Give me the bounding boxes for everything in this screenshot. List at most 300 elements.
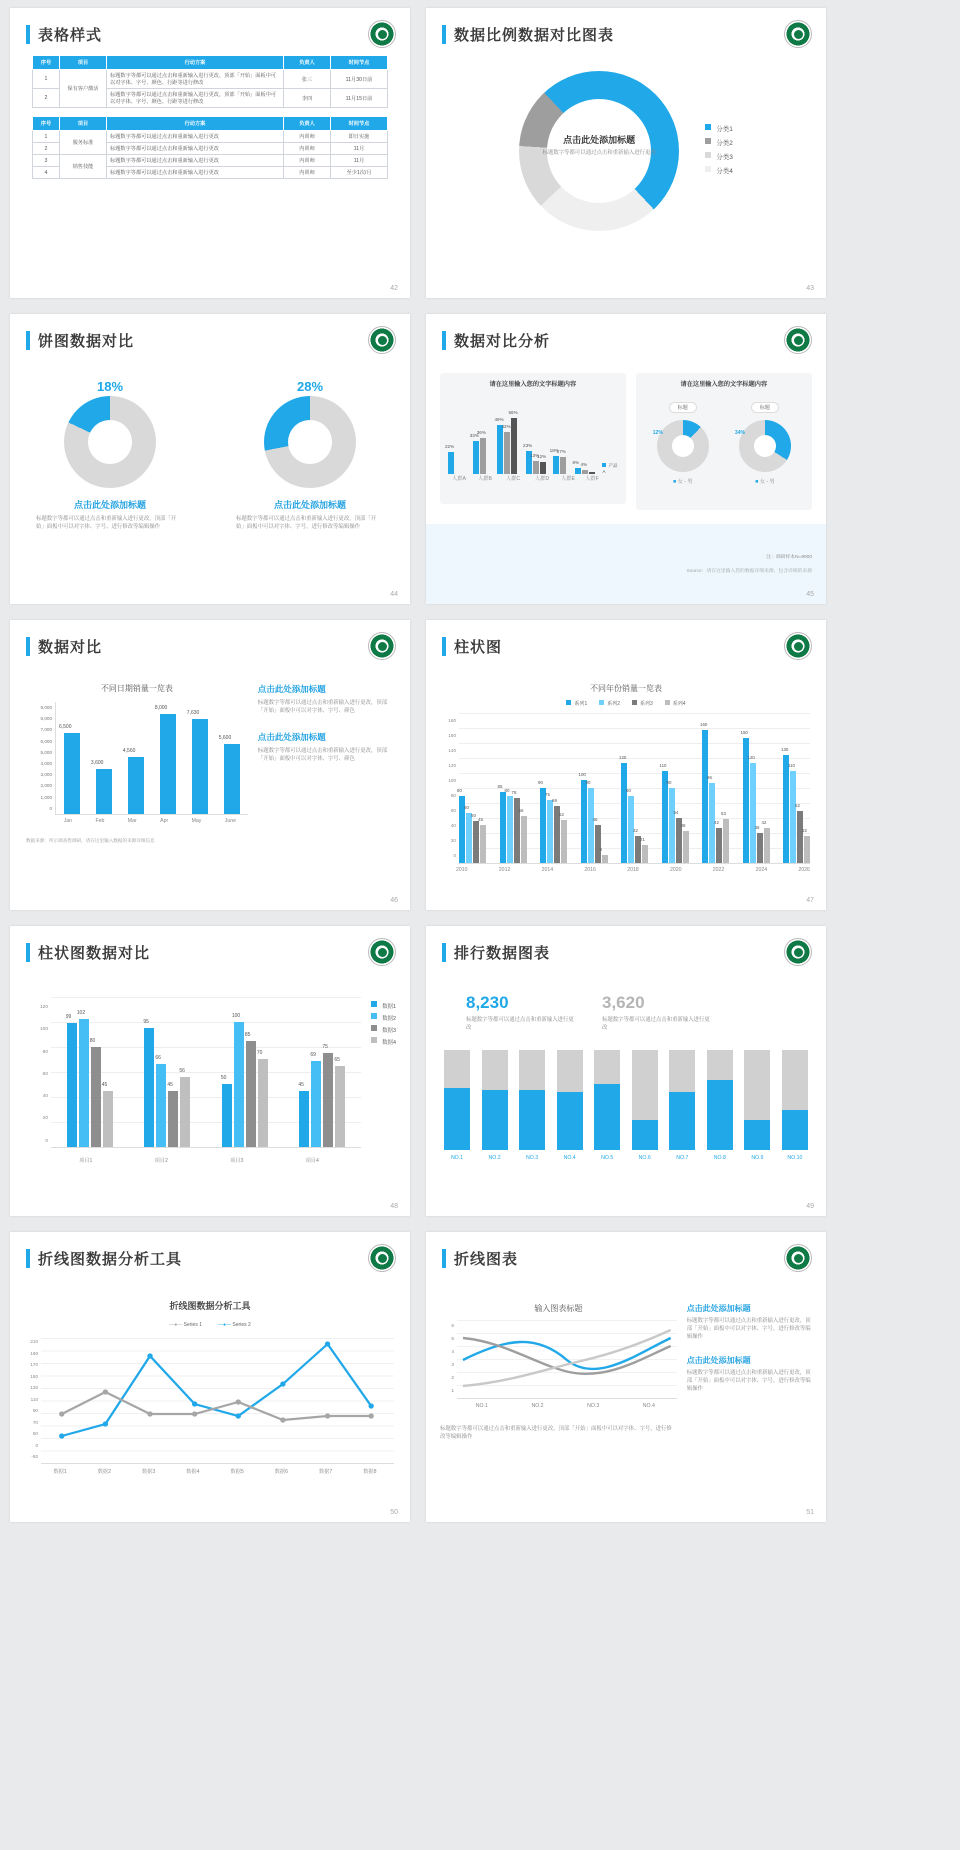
bar <box>58 724 80 814</box>
x-tick: June <box>224 818 237 824</box>
legend-item <box>705 137 733 151</box>
bar-track <box>557 1050 583 1150</box>
bar <box>90 760 112 814</box>
y-tick: 40 <box>42 1094 48 1100</box>
slide-header <box>10 926 410 963</box>
bar-label: 5,600 <box>218 735 232 741</box>
x-tick: NO.3 <box>526 1155 539 1161</box>
pie-body-right: 标题数字等都可以通过点击和重新输入进行更改，顶部「开始」面板中可以对字体、字号，进行修改等编辑操作 <box>236 516 377 530</box>
th: 序号 <box>33 56 60 70</box>
x-tick: 人群A <box>452 476 466 482</box>
cell-project: 保有客户激活 <box>60 70 107 108</box>
bar-fill <box>669 1092 695 1150</box>
cell-owner: 内训师 <box>284 167 331 179</box>
x-tick: 项目4 <box>305 1158 319 1165</box>
slide-table-styles <box>10 8 410 298</box>
bar-group: 120 80 32 21 <box>621 763 648 863</box>
slide-column-compare <box>10 926 410 1216</box>
bar-track <box>669 1050 695 1150</box>
bar-chart <box>26 702 248 815</box>
x-tick: NO.8 <box>713 1155 726 1161</box>
x-tick: 2016 <box>584 867 596 873</box>
title-accent-bar <box>442 637 446 656</box>
legend-label: 数据2 <box>382 1016 396 1022</box>
cell-index: 1 <box>33 131 60 143</box>
y-tick: 8,000 <box>40 716 52 722</box>
y-tick: 0 <box>45 1138 48 1144</box>
table-row <box>33 70 388 89</box>
bar: 33% <box>473 441 479 474</box>
th: 项目 <box>60 117 107 131</box>
legend-label: 分类3 <box>716 154 733 161</box>
bar <box>186 710 208 814</box>
bar-label: 7,630 <box>186 710 200 716</box>
bar-plot <box>446 394 620 474</box>
bar-group: 45 69 75 65 <box>299 1053 345 1147</box>
legend <box>705 123 733 179</box>
skoda-logo-icon <box>368 938 396 966</box>
y-axis <box>20 1336 41 1464</box>
title-accent-bar <box>26 637 30 656</box>
y-tick: 40 <box>450 823 456 828</box>
panels-row <box>426 351 826 510</box>
y-tick: 100 <box>39 1027 48 1033</box>
y-tick: 7,000 <box>40 727 52 733</box>
table-1-wrapper <box>10 45 410 108</box>
x-axis <box>454 1403 677 1409</box>
donut-chart <box>519 71 679 231</box>
donut-value: 34% <box>734 430 745 436</box>
donut-center-subtitle: 标题数字等都可以通过点击和重新输入进行更改 <box>542 150 656 156</box>
legend-item <box>705 165 733 179</box>
bar: 18% <box>553 456 559 474</box>
title-accent-bar <box>26 25 30 44</box>
skoda-logo-icon <box>784 1244 812 1272</box>
legend-item <box>705 151 733 165</box>
th: 序号 <box>33 117 60 131</box>
y-tick: 80 <box>42 1049 48 1055</box>
bar <box>218 735 240 814</box>
bar-group: 130 110 62 32 <box>783 755 810 863</box>
table-row <box>33 131 388 143</box>
bar-group: 99 102 80 45 <box>67 1019 113 1147</box>
plot-area <box>55 702 248 815</box>
body-2: 标题数字等都可以通过点击和重新输入进行更改，顶部「开始」面板中可以对字体、字号、颜色 <box>257 748 388 762</box>
heading-1: 点击此处添加标题 <box>686 1304 751 1313</box>
line-series-svg <box>457 1320 677 1398</box>
bar-group: 150 120 36 42 <box>743 738 770 863</box>
cell-deadline: 至少1次/月 <box>331 167 388 179</box>
legend-label: 系列2 <box>607 701 620 707</box>
chart-block <box>26 683 248 844</box>
page-title: 折线图数据分析工具 <box>38 1251 183 1268</box>
y-tick: 60 <box>42 1071 48 1077</box>
pie-block-left <box>30 379 190 531</box>
donut-chart-area <box>426 71 826 231</box>
x-tick: 2020 <box>669 867 682 873</box>
skoda-logo-icon <box>368 326 396 354</box>
x-tick: 2026 <box>798 867 810 873</box>
series-2-points <box>59 1389 374 1422</box>
y-tick: 20 <box>450 838 456 843</box>
legend-item: —●— Series 1 <box>169 1322 202 1328</box>
body-2: 标题数字等都可以通过点击和重新输入进行更改，顶部「开始」面板中可以对字体、字号，进行修改等编辑操作 <box>686 1370 811 1392</box>
x-axis <box>48 1157 350 1164</box>
bar: 12% <box>540 462 546 474</box>
title-accent-bar <box>26 331 30 350</box>
heading-2: 点击此处添加标题 <box>686 1356 751 1365</box>
title-accent-bar <box>442 1249 446 1268</box>
y-tick: 170 <box>30 1362 38 1367</box>
y-tick: 120 <box>39 1005 48 1010</box>
table-row-header <box>33 56 388 70</box>
bar-label: 6,500 <box>58 724 72 730</box>
y-tick: 160 <box>448 733 456 738</box>
series-3-line <box>463 1330 671 1386</box>
bar-group: 85 80 78 56 <box>500 792 527 863</box>
footer-note: 标题数字等都可以通过点击和重新输入进行更改，顶部「开始」面板中可以对字体、字号，进行修改等编辑操作 <box>440 1426 672 1440</box>
bar: 17% <box>560 457 566 474</box>
axis-text: 女 - 男 <box>677 479 693 485</box>
y-tick: 1,000 <box>40 794 52 800</box>
y-tick: 180 <box>448 718 456 723</box>
x-axis <box>426 1150 826 1161</box>
x-tick: Mar <box>127 818 137 824</box>
title-accent-bar <box>26 943 30 962</box>
x-tick: 数据5 <box>230 1469 244 1475</box>
panel-title: 请在这里输入您的文字标题内容 <box>680 381 768 388</box>
stat-value: 8,230 <box>466 993 509 1012</box>
cell-deadline: 11月30日前 <box>331 70 388 89</box>
x-tick: 数据4 <box>186 1469 200 1475</box>
bar-fill <box>557 1092 583 1150</box>
bar-group <box>572 460 598 474</box>
bar-group: 95 66 45 56 <box>144 1028 190 1147</box>
x-tick: 数据6 <box>274 1469 288 1475</box>
x-tick: 2012 <box>498 867 511 873</box>
cell-index: 4 <box>33 167 60 179</box>
x-tick: 项目1 <box>79 1158 93 1165</box>
axis-label: ■ 女 - 男 <box>672 479 693 485</box>
x-tick: NO.4 <box>642 1403 655 1409</box>
donut-chart <box>734 420 791 472</box>
y-tick: 150 <box>30 1373 38 1379</box>
skoda-logo-icon <box>368 1244 396 1272</box>
pie-value-right: 28% <box>296 379 324 394</box>
source-note: Source：请在这里输入您的数据详细来源，包含详细的来源 <box>686 569 812 574</box>
stat-block-2 <box>602 993 712 1032</box>
slide-ratio-donut <box>426 8 826 298</box>
x-tick: 人群F <box>585 476 599 482</box>
slide-header <box>426 1232 826 1269</box>
x-tick: NO.10 <box>787 1155 803 1161</box>
x-tick: 人群C <box>505 476 521 482</box>
y-tick: 3 <box>451 1363 454 1368</box>
legend-label: 数据3 <box>382 1028 396 1034</box>
bar-group <box>494 410 526 474</box>
x-tick: 数据8 <box>363 1469 377 1475</box>
series-1-line <box>62 1344 371 1436</box>
legend-label: 系列4 <box>672 701 686 707</box>
donut-value: 12% <box>652 430 663 436</box>
legend-item <box>632 700 653 707</box>
cell-owner: 李四 <box>284 89 331 108</box>
panel-bar-chart <box>440 373 626 504</box>
th: 时间节点 <box>331 117 388 131</box>
x-tick: 人群E <box>561 476 575 482</box>
legend-label: 分类1 <box>716 126 733 133</box>
x-axis <box>52 818 248 824</box>
footer-band <box>426 524 826 604</box>
slide-data-compare <box>10 620 410 910</box>
body-1: 标题数字等都可以通过点击和重新输入进行更改，顶部「开始」面板中可以对字体、字号、颜色 <box>257 700 388 714</box>
slide-line-chart <box>426 1232 826 1522</box>
stats-row <box>426 963 826 1032</box>
chart-title: 不同年份销量一览表 <box>590 684 662 693</box>
x-axis <box>456 867 810 873</box>
page-title: 数据对比分析 <box>454 333 551 350</box>
y-axis <box>440 1320 457 1399</box>
y-tick: 70 <box>32 1419 38 1425</box>
y-axis <box>26 702 55 815</box>
y-tick: 50 <box>32 1431 38 1436</box>
table-row-header <box>33 117 388 131</box>
x-tick: 2018 <box>627 867 639 873</box>
page-title: 折线图表 <box>454 1251 519 1268</box>
legend-item <box>371 1025 396 1037</box>
legend-label: 产品A <box>602 463 618 474</box>
donut-group <box>652 396 709 485</box>
legend-item <box>705 123 733 137</box>
skoda-logo-icon <box>368 632 396 660</box>
y-tick: 3,000 <box>40 772 52 778</box>
plot-area <box>457 1320 677 1399</box>
stat-block-1 <box>466 993 576 1032</box>
slide-header <box>10 1232 410 1269</box>
x-tick: 2022 <box>712 867 725 873</box>
x-tick: NO.6 <box>638 1155 651 1161</box>
line-chart <box>440 1320 677 1399</box>
bar-label: 4,560 <box>122 748 136 754</box>
page-number: 49 <box>806 1203 814 1210</box>
source-note: 数据来源：所示调查售调研，请在这里输入数据的来源详细信息 <box>26 838 155 843</box>
line-chart <box>10 1328 410 1464</box>
footnote: 注：调研样本N=9000 <box>766 555 812 560</box>
plot-area <box>459 713 810 864</box>
page-number: 42 <box>390 285 398 292</box>
x-tick: 2014 <box>541 867 554 873</box>
table-row <box>33 155 388 167</box>
table-2 <box>32 116 388 179</box>
bar: 22% <box>448 452 454 474</box>
cell-deadline: 即日实施 <box>331 131 388 143</box>
pie-block-right <box>230 379 390 531</box>
y-tick: 5,000 <box>40 749 52 755</box>
slide-header <box>10 8 410 45</box>
x-tick: NO.7 <box>676 1155 689 1161</box>
page-number: 45 <box>806 591 814 598</box>
legend-label: 分类4 <box>716 168 733 175</box>
bar <box>122 748 144 814</box>
x-axis <box>38 1468 392 1475</box>
cell-plan: 标题数字等都可以通过点击和重新输入进行更改 <box>107 131 284 143</box>
slide-header <box>10 620 410 657</box>
skoda-logo-icon <box>784 632 812 660</box>
x-tick: 数据7 <box>318 1469 333 1475</box>
x-tick: Jan <box>63 818 73 824</box>
content-row <box>426 1269 826 1441</box>
legend-label: 数据4 <box>382 1040 396 1046</box>
chart-title: 输入图表标题 <box>534 1304 583 1313</box>
y-tick: 4,000 <box>40 761 52 767</box>
stat-label: 标题数字等都可以通过点击和重新输入进行更改 <box>602 1017 710 1031</box>
x-tick: NO.4 <box>563 1155 576 1161</box>
title-accent-bar <box>26 1249 30 1268</box>
chart-title: 不同日期销量一览表 <box>100 684 173 693</box>
cell-plan: 标题数字等都可以通过点击和重新输入进行更改 <box>107 155 284 167</box>
y-tick: 0 <box>49 805 52 811</box>
y-tick: 5 <box>451 1337 454 1342</box>
y-tick: 80 <box>450 793 456 798</box>
title-accent-bar <box>442 943 446 962</box>
th: 项目 <box>60 56 107 70</box>
donut-chart-left <box>64 396 156 488</box>
slide-ranking-chart <box>426 926 826 1216</box>
bar-label: 3,600 <box>90 760 104 766</box>
bar <box>589 472 595 474</box>
donut-center-title: 点击此处添加标题 <box>563 135 636 145</box>
bar-group: 50 100 85 70 <box>222 1022 268 1147</box>
legend-item <box>602 463 619 474</box>
y-tick: 60 <box>450 808 456 813</box>
skoda-logo-icon <box>784 326 812 354</box>
skoda-logo-icon <box>368 20 396 48</box>
x-tick: NO.1 <box>475 1403 488 1409</box>
page-title: 柱状图 <box>454 639 503 656</box>
slide-column-chart <box>426 620 826 910</box>
bar-track <box>707 1050 733 1150</box>
cell-owner: 内训师 <box>284 155 331 167</box>
th: 行动方案 <box>107 117 284 131</box>
bar-group <box>549 448 576 474</box>
bar: 4% <box>582 470 588 474</box>
y-tick: 0 <box>453 853 456 858</box>
slide-compare-analysis <box>426 314 826 604</box>
bar-group: 100 90 46 9 <box>581 780 608 863</box>
slide-header <box>426 620 826 657</box>
y-tick: 2,000 <box>40 783 52 789</box>
cell-deadline: 11月 <box>331 155 388 167</box>
bar-track <box>744 1050 770 1150</box>
bar: 56% <box>511 418 517 474</box>
legend-item <box>665 700 686 707</box>
legend <box>371 997 396 1153</box>
cell-index: 1 <box>33 70 60 89</box>
legend <box>602 463 619 474</box>
cell-owner: 张三 <box>284 70 331 89</box>
cell-owner: 内训师 <box>284 131 331 143</box>
bar-track <box>594 1050 620 1150</box>
legend-label: Series 2 <box>232 1322 251 1328</box>
bar-fill <box>782 1110 808 1150</box>
x-tick: 数据1 <box>53 1469 67 1475</box>
bar: 6% <box>575 468 581 474</box>
x-tick: 人群D <box>534 476 550 482</box>
x-tick: NO.2 <box>531 1403 544 1409</box>
bar-fill <box>744 1120 770 1150</box>
y-tick: 190 <box>30 1350 38 1356</box>
bar-track <box>444 1050 470 1150</box>
cell-plan: 标题数字等都可以通过点击和重新输入进行更改 <box>107 143 284 155</box>
chart-row <box>10 963 410 1153</box>
table-2-wrapper <box>10 108 410 179</box>
x-tick: May <box>191 818 202 824</box>
page-number: 44 <box>390 591 398 598</box>
x-tick: 2010 <box>456 867 468 873</box>
y-tick: 2 <box>451 1376 454 1381</box>
slide-header <box>426 8 826 45</box>
pie-heading-left: 点击此处添加标题 <box>73 500 146 510</box>
stat-label: 标题数字等都可以通过点击和重新输入进行更改 <box>466 1017 574 1031</box>
x-tick: Apr <box>160 818 169 824</box>
y-tick: 1 <box>451 1389 454 1394</box>
x-tick: Feb <box>95 818 105 824</box>
y-tick: 20 <box>42 1116 48 1122</box>
x-tick: NO.2 <box>488 1155 501 1161</box>
page-title: 柱状图数据对比 <box>38 945 151 962</box>
bar-track <box>782 1050 808 1150</box>
y-tick: 110 <box>30 1396 38 1402</box>
y-tick: 210 <box>30 1339 38 1344</box>
y-tick: 9,000 <box>40 705 52 710</box>
skoda-logo-icon <box>784 20 812 48</box>
y-tick: -50 <box>31 1454 38 1459</box>
th: 行动方案 <box>107 56 284 70</box>
legend-label: Series 1 <box>183 1322 202 1328</box>
page-title: 表格样式 <box>38 27 103 44</box>
cell-index: 2 <box>33 143 60 155</box>
legend <box>426 700 826 707</box>
table-1 <box>32 55 388 108</box>
pie-body-left: 标题数字等都可以通过点击和重新输入进行更改，顶部「开始」面板中可以对字体、字号、进行修改等编辑操作 <box>36 516 177 530</box>
line-series-svg <box>41 1336 394 1463</box>
bar-label: 8,000 <box>154 705 168 711</box>
cell-deadline: 11月15日前 <box>331 89 388 108</box>
x-tick: 数据3 <box>141 1469 156 1475</box>
y-tick: 4 <box>451 1350 454 1355</box>
chart-block <box>440 1303 677 1441</box>
bar-group: 90 75 68 52 <box>540 788 567 863</box>
stat-value: 3,620 <box>602 993 645 1012</box>
axis-label: ■ 女 - 男 <box>755 479 775 485</box>
page-number: 51 <box>806 1509 814 1516</box>
y-tick: 130 <box>30 1385 38 1390</box>
slide-header <box>426 314 826 351</box>
bar-fill <box>632 1120 658 1150</box>
x-tick: NO.5 <box>601 1155 614 1161</box>
bar-fill <box>482 1090 508 1150</box>
y-tick: 120 <box>448 763 456 768</box>
bar-fill <box>594 1084 620 1150</box>
page-number: 47 <box>806 897 814 904</box>
legend-label: 分类2 <box>716 140 733 147</box>
legend-item <box>371 1013 396 1025</box>
body-1: 标题数字等都可以通过点击和重新输入进行更改，顶部「开始」面板中可以对字体、字号，进行修改等编辑操作 <box>686 1318 811 1340</box>
pie-row <box>10 379 410 531</box>
x-tick: NO.1 <box>450 1155 464 1161</box>
donut-center-text <box>533 133 665 157</box>
bar-fill <box>707 1080 733 1150</box>
